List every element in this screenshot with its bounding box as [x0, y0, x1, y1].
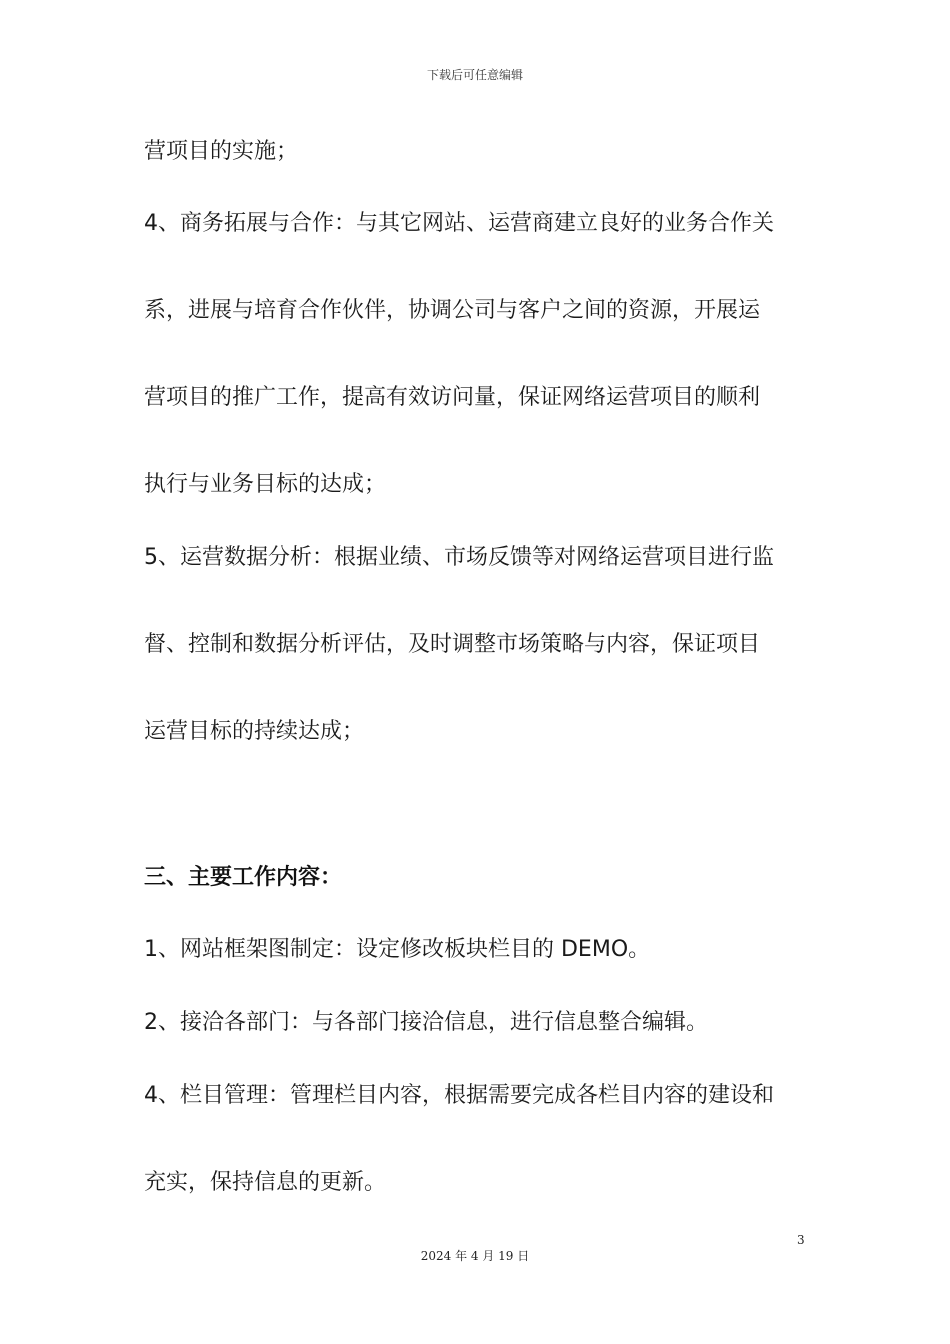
header-note: 下载后可任意编辑 — [426, 68, 523, 82]
paragraph-line: 系，进展与培育合作伙伴，协调公司与客户之间的资源，开展运 — [144, 298, 761, 323]
footer-date: 2024 年 4 月 19 日 — [420, 1249, 530, 1263]
paragraph-line: 4、商务拓展与合作：与其它网站、运营商建立良好的业务合作关 — [144, 211, 774, 236]
section-heading: 三、主要工作内容： — [144, 865, 343, 890]
paragraph-line: 督、控制和数据分析评估，及时调整市场策略与内容，保证项目 — [144, 632, 761, 657]
paragraph-line: 运营目标的持续达成； — [144, 719, 365, 744]
paragraph-line: 营项目的实施； — [144, 139, 299, 164]
section-line: 1、网站框架图制定：设定修改板块栏目的 DEMO。 — [144, 937, 651, 962]
paragraph-line: 营项目的推广工作，提高有效访问量，保证网络运营项目的顺利 — [144, 385, 761, 410]
page-number: 3 — [797, 1233, 805, 1247]
paragraph-line: 执行与业务目标的达成； — [144, 472, 387, 497]
section-line: 充实，保持信息的更新。 — [144, 1170, 387, 1195]
section-line: 4、栏目管理：管理栏目内容，根据需要完成各栏目内容的建设和 — [144, 1083, 774, 1108]
section-line: 2、接洽各部门：与各部门接洽信息，进行信息整合编辑。 — [144, 1010, 708, 1035]
paragraph-line: 5、运营数据分析：根据业绩、市场反馈等对网络运营项目进行监 — [144, 545, 774, 570]
